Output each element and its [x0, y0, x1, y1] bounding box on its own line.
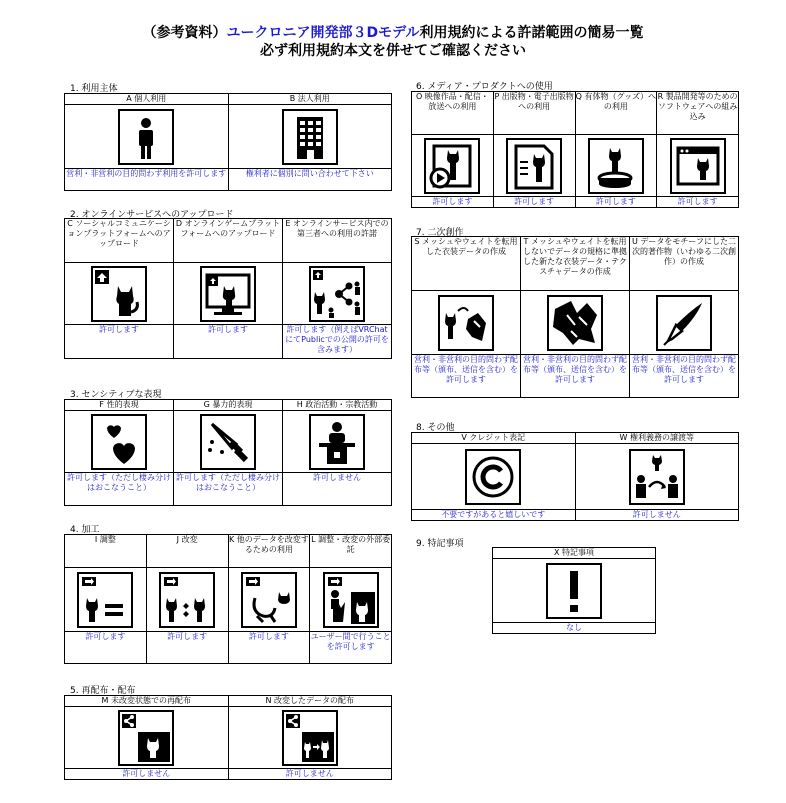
- col-note: 許可します: [65, 325, 174, 359]
- hearts-icon: [91, 414, 147, 470]
- section-2-table: [64, 218, 392, 359]
- col-label: J 改変: [146, 535, 228, 568]
- col-label: D オンラインゲームプラットフォームへのアップロード: [174, 219, 283, 263]
- section-9-heading: 9. 特記事項: [416, 539, 464, 549]
- cat-parts-icon: [241, 572, 297, 628]
- col-label: M 未改変状態での再配布: [65, 696, 229, 707]
- col-note: 営利・非営利の目的問わず利用を許可します: [65, 169, 229, 191]
- cat-video-icon: [424, 138, 480, 194]
- page-subtitle: 必ず利用規約本文を併せてご確認ください: [260, 43, 526, 59]
- col-note: 許可します: [65, 632, 147, 664]
- section-1-table: [64, 93, 392, 191]
- col-note: 営利・非営利の目的問わず配布等（頒布、送信を含む）を許可します: [521, 355, 630, 398]
- col-note: 営利・非営利の目的問わず配布等（頒布、送信を含む）を許可します: [630, 355, 739, 398]
- section-6-table: [411, 91, 739, 208]
- transfer-icon: [629, 449, 685, 505]
- col-note: 営利・非営利の目的問わず配布等（頒布、送信を含む）を許可します: [412, 355, 521, 398]
- section-9-table: [492, 547, 656, 634]
- col-note: 許可しません: [65, 769, 229, 780]
- col-label: V クレジット表記: [412, 433, 576, 444]
- section-7-heading: 7. 二次創作: [416, 228, 464, 238]
- col-label: A 個人利用: [65, 94, 229, 105]
- section-6-heading: 6. メディア・プロダクトへの使用: [416, 82, 553, 92]
- col-note: 許可しません: [283, 473, 392, 506]
- podium-icon: [309, 414, 365, 470]
- col-note: 権利者に個別に問い合わせて下さい: [228, 169, 392, 191]
- cat-outsource-icon: [323, 572, 379, 628]
- title-suffix: 利用規約による許諾範囲の簡易一覧: [419, 25, 644, 41]
- col-label: F 性的表現: [65, 400, 174, 411]
- col-label: B 法人利用: [228, 94, 392, 105]
- section-8-heading: 8. その他: [416, 423, 455, 433]
- section-5-table: [64, 695, 392, 780]
- col-note: 許可しません: [575, 510, 739, 521]
- cat-figure-icon: [588, 138, 644, 194]
- col-label: G 暴力的表現: [174, 400, 283, 411]
- col-note: 許可します: [493, 197, 575, 208]
- col-label: C ソーシャルコミュニケーションプラットフォームへのアップロード: [65, 219, 174, 263]
- building-icon: [282, 109, 338, 165]
- col-note: 許可します（ただし棲み分けはおこなうこと）: [174, 473, 283, 506]
- col-note: 許可します: [412, 197, 494, 208]
- copyright-icon: [465, 449, 521, 505]
- share-cat-icon: [118, 710, 174, 766]
- section-2-heading: 2. オンラインサービスへのアップロード: [70, 210, 234, 220]
- section-3-heading: 3. センシティブな表現: [70, 390, 162, 400]
- person-icon: [118, 109, 174, 165]
- section-4-table: [64, 534, 392, 664]
- cat-window-icon: [670, 138, 726, 194]
- col-note: 許可します: [575, 197, 657, 208]
- col-note: 許可します: [657, 197, 739, 208]
- knife-icon: [200, 414, 256, 470]
- section-4-heading: 4. 加工: [70, 525, 100, 535]
- col-label: H 政治活動・宗教活動: [283, 400, 392, 411]
- col-label: U データをモチーフにした二次的著作物（いわゆる二次創作）の作成: [630, 237, 739, 291]
- col-label: L 調整・改変の外部委託: [310, 535, 392, 568]
- cat-monitor-upload-icon: [200, 266, 256, 322]
- share-modified-cat-icon: [282, 710, 338, 766]
- cat-upload-icon: [91, 266, 147, 322]
- section-7-table: [411, 236, 739, 398]
- col-note: なし: [493, 623, 656, 634]
- col-label: N 改変したデータの配布: [228, 696, 392, 707]
- page-title: [0, 22, 786, 42]
- col-label: I 調整: [65, 535, 147, 568]
- cat-share-icon: [309, 266, 365, 322]
- col-note: 許可しません: [228, 769, 392, 780]
- cat-document-icon: [506, 138, 562, 194]
- section-1-heading: 1. 利用主体: [70, 84, 118, 94]
- col-label: T メッシュやウェイトを転用しないでデータの規格に準拠した新たな衣装データ・テクスチャデータの作成: [521, 237, 630, 291]
- col-label: K 他のデータを改変するための利用: [228, 535, 310, 568]
- col-label: X 特記事項: [493, 548, 656, 559]
- col-note: 許可します: [228, 632, 310, 664]
- pen-icon: [656, 295, 712, 351]
- cat-clothes-icon: [438, 295, 494, 351]
- cat-modify-icon: [159, 572, 215, 628]
- col-label: W 権利義務の譲渡等: [575, 433, 739, 444]
- clothes-icon: [547, 295, 603, 351]
- col-label: R 製品開発等のためのソフトウェアへの組み込み: [657, 92, 739, 135]
- title-prefix: （参考資料）: [142, 25, 227, 41]
- section-5-heading: 5. 再配布・配布: [70, 686, 136, 696]
- col-note: 許可します: [146, 632, 228, 664]
- col-label: S メッシュやウェイトを転用した衣装データの作成: [412, 237, 521, 291]
- col-label: O 映像作品・配信・放送への利用: [412, 92, 494, 135]
- col-note: 不要ですがあると嬉しいです: [412, 510, 576, 521]
- title-brand: ユークロニア開発部３Dモデル: [226, 25, 420, 41]
- col-note: ユーザー間で行うことを許可します: [310, 632, 392, 664]
- section-8-table: [411, 432, 739, 521]
- exclamation-icon: [546, 563, 602, 619]
- col-note: 許可します（例えばVRChatにてPublicでの公開の許可を含みます）: [283, 325, 392, 359]
- col-note: 許可します: [174, 325, 283, 359]
- cat-equal-icon: [77, 572, 133, 628]
- col-label: E オンラインサービス内での第三者への利用の許諾: [283, 219, 392, 263]
- col-note: 許可します（ただし棲み分けはおこなうこと）: [65, 473, 174, 506]
- col-label: P 出版物・電子出版物への利用: [493, 92, 575, 135]
- col-label: Q 有体物（グッズ）への利用: [575, 92, 657, 135]
- section-3-table: [64, 399, 392, 506]
